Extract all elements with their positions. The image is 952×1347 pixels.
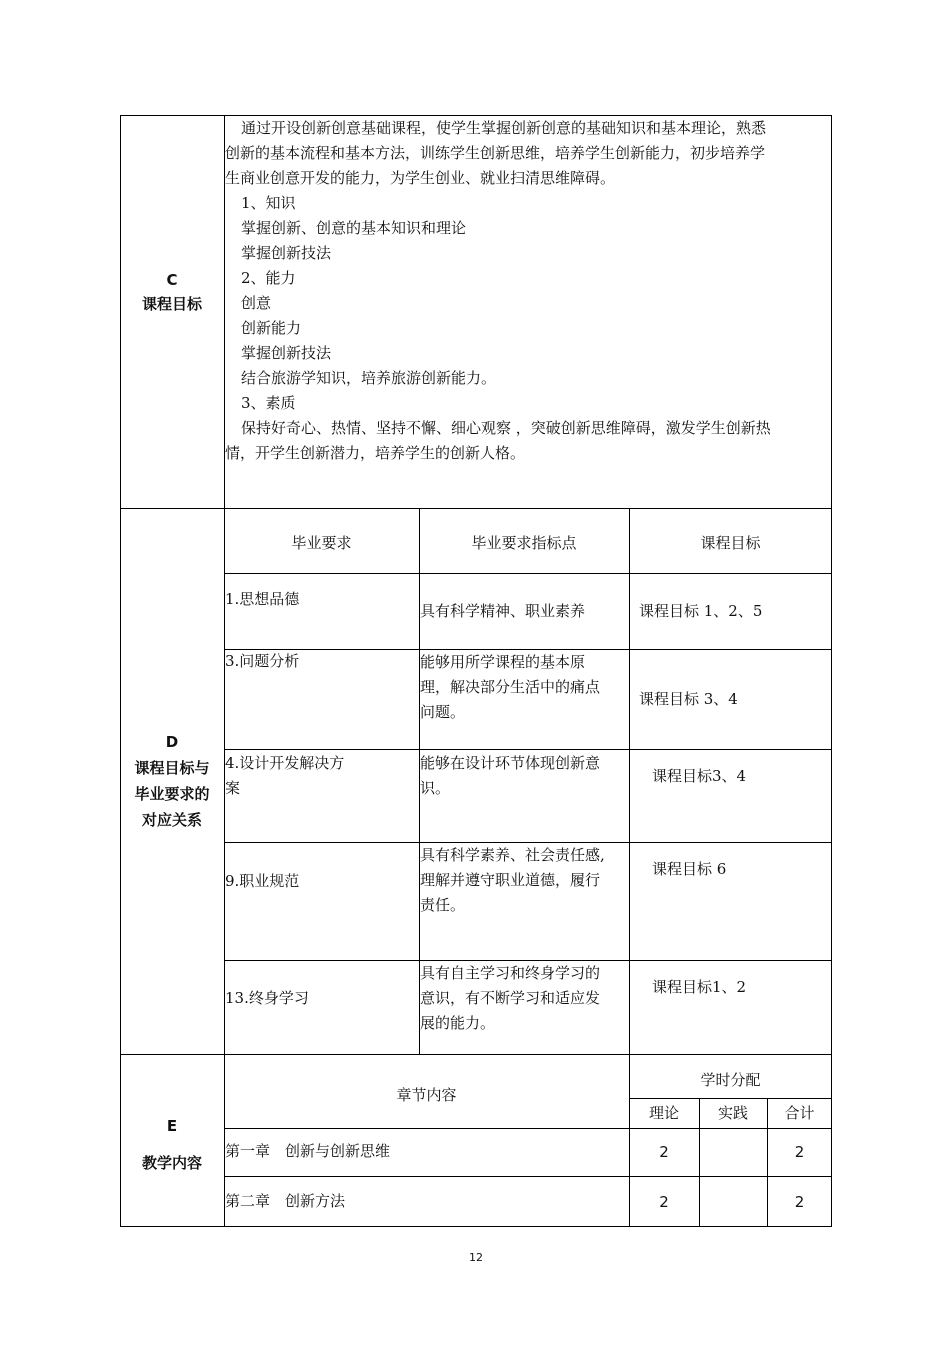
section-divider-cd xyxy=(120,508,832,509)
d-row-divider xyxy=(224,749,832,750)
indicator-cell: 具有自主学习和终身学习的 xyxy=(420,964,601,982)
ability-item: 结合旅游学知识，培养旅游创新能力。 xyxy=(241,369,497,387)
header-theory: 理论 xyxy=(648,1104,679,1122)
header-chapter-content: 章节内容 xyxy=(396,1086,457,1104)
e-row-divider xyxy=(224,1128,832,1129)
goal-cell: 课程目标 3、4 xyxy=(639,690,738,708)
total-hours-cell: 2 xyxy=(794,1143,805,1161)
ability-item: 创新能力 xyxy=(241,319,302,337)
section-c-title: 课程目标 xyxy=(141,295,202,313)
page-number: 12 xyxy=(469,1251,483,1264)
indicator-cell: 具有科学素养、社会责任感, xyxy=(420,846,605,864)
quality-heading: 3、素质 xyxy=(241,394,296,412)
course-goal-intro-line-2: 创新的基本流程和基本方法，训练学生创新思维，培养学生创新能力，初步培养学 xyxy=(225,144,766,162)
section-d-title-line-3: 对应关系 xyxy=(141,811,202,829)
section-d-letter: D xyxy=(165,733,179,751)
chapter-cell: 第一章 创新与创新思维 xyxy=(225,1142,391,1160)
theory-hours-cell: 2 xyxy=(659,1193,669,1211)
requirement-cell: 案 xyxy=(225,779,241,797)
course-goal-intro-line-1: 通过开设创新创意基础课程，使学生掌握创新创意的基础知识和基本理论，熟悉 xyxy=(241,119,767,137)
indicator-cell: 理，解决部分生活中的痛点 xyxy=(420,678,601,696)
section-divider-de xyxy=(120,1054,832,1055)
goal-cell: 课程目标3、4 xyxy=(652,767,747,785)
d-column-divider-2 xyxy=(629,508,630,1054)
requirement-cell: 13.终身学习 xyxy=(225,989,309,1007)
goal-cell: 课程目标1、2 xyxy=(652,978,747,996)
section-e-title: 教学内容 xyxy=(141,1154,202,1172)
indicator-cell: 能够用所学课程的基本原 xyxy=(420,653,586,671)
section-e-letter: E xyxy=(166,1117,178,1135)
goal-cell: 课程目标 1、2、5 xyxy=(639,602,763,620)
course-goal-intro-line-3: 生商业创意开发的能力，为学生创业、就业扫清思维障碍。 xyxy=(225,169,616,187)
header-hour-allocation: 学时分配 xyxy=(700,1071,761,1089)
chapter-cell: 第二章 创新方法 xyxy=(225,1192,346,1210)
header-total: 合计 xyxy=(784,1104,815,1122)
requirement-cell: 3.问题分析 xyxy=(225,652,300,670)
header-course-goal: 课程目标 xyxy=(700,534,761,552)
indicator-cell: 意识，有不断学习和适应发 xyxy=(420,989,601,1007)
requirement-cell: 9.职业规范 xyxy=(225,872,300,890)
knowledge-item: 掌握创新、创意的基本知识和理论 xyxy=(241,219,467,237)
indicator-cell: 能够在设计环节体现创新意 xyxy=(420,754,601,772)
section-d-title-line-1: 课程目标与 xyxy=(134,759,210,777)
knowledge-item: 掌握创新技法 xyxy=(241,244,332,262)
ability-item: 掌握创新技法 xyxy=(241,344,332,362)
d-row-divider xyxy=(224,573,832,574)
e-row-divider xyxy=(629,1098,832,1099)
indicator-cell: 展的能力。 xyxy=(420,1014,496,1032)
quality-line-1: 保持好奇心、热情、坚持不懈、细心观察 ，突破创新思维障碍，激发学生创新热 xyxy=(241,419,771,437)
e-row-divider xyxy=(224,1176,832,1177)
indicator-cell: 具有科学精神、职业素养 xyxy=(420,602,586,620)
section-c-letter: C xyxy=(166,271,178,289)
theory-hours-cell: 2 xyxy=(659,1143,669,1161)
indicator-cell: 问题。 xyxy=(420,703,466,721)
ability-heading: 2、能力 xyxy=(241,269,296,287)
indicator-cell: 识。 xyxy=(420,779,451,797)
goal-cell: 课程目标 6 xyxy=(652,860,727,878)
knowledge-heading: 1、知识 xyxy=(241,194,296,212)
section-d-title-line-2: 毕业要求的 xyxy=(134,785,210,803)
quality-line-2: 情，开学生创新潜力，培养学生的创新人格。 xyxy=(225,444,526,462)
total-hours-cell: 2 xyxy=(794,1193,805,1211)
indicator-cell: 理解并遵守职业道德，履行 xyxy=(420,871,601,889)
requirement-cell: 1.思想品德 xyxy=(225,590,300,608)
header-graduation-requirement: 毕业要求 xyxy=(291,534,352,552)
ability-item: 创意 xyxy=(241,294,272,312)
header-practice: 实践 xyxy=(717,1104,748,1122)
requirement-cell: 4.设计开发解决方 xyxy=(225,754,345,772)
header-requirement-indicator: 毕业要求指标点 xyxy=(471,534,577,552)
indicator-cell: 责任。 xyxy=(420,896,466,914)
